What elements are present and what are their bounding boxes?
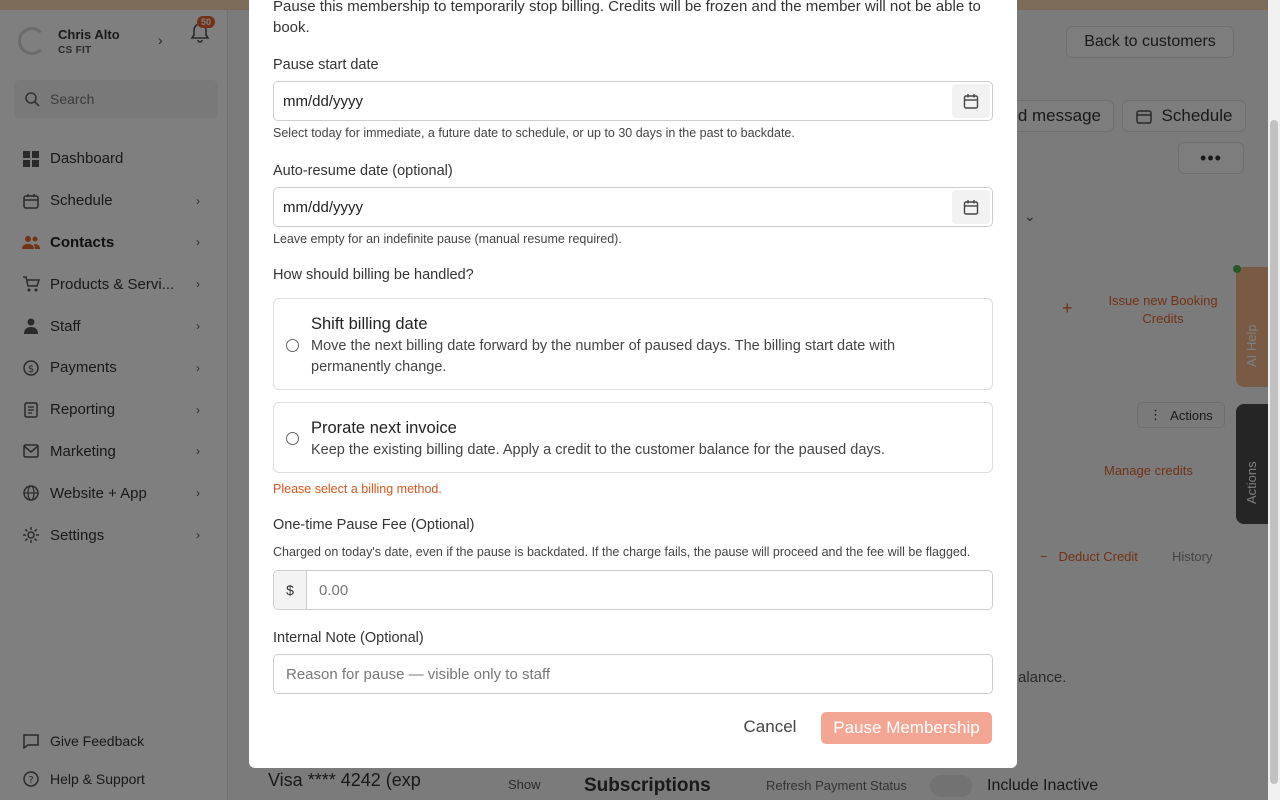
- shift-billing-description: Move the next billing date forward by the number of paused days. The billing start date with permanently change.: [311, 338, 896, 375]
- pause-start-date-input[interactable]: [273, 81, 993, 121]
- pause-fee-label: One-time Pause Fee (Optional): [273, 517, 475, 533]
- pause-start-label: Pause start date: [273, 57, 379, 73]
- pause-start-date-value: mm/dd/yyyy: [283, 92, 364, 110]
- pause-start-help: Select today for immediate, a future date to schedule, or up to 30 days in the past to backdate.: [273, 126, 795, 140]
- pause-fee-input[interactable]: 0.00: [319, 582, 349, 599]
- shift-billing-radio[interactable]: [286, 339, 299, 352]
- internal-note-input[interactable]: [273, 654, 993, 694]
- scrollbar-thumb[interactable]: [1270, 120, 1278, 784]
- calendar-picker-button[interactable]: [952, 190, 990, 224]
- shift-billing-option[interactable]: [273, 298, 993, 390]
- billing-error-message: Please select a billing method.: [273, 482, 442, 496]
- pause-membership-button[interactable]: Pause Membership: [821, 712, 992, 744]
- pause-fee-help: Charged on today's date, even if the pause is backdated. If the charge fails, the pause will proceed and the fee will be flagged.: [273, 545, 971, 559]
- calendar-icon: [963, 199, 979, 215]
- pause-membership-modal: [249, 0, 1017, 768]
- shift-billing-title: Shift billing date: [311, 315, 428, 333]
- prorate-invoice-description: Keep the existing billing date. Apply a credit to the customer balance for the paused days.: [311, 442, 885, 458]
- internal-note-label: Internal Note (Optional): [273, 630, 424, 646]
- prorate-invoice-option[interactable]: [273, 402, 993, 473]
- calendar-icon: [963, 93, 979, 109]
- internal-note-placeholder: Reason for pause — visible only to staff: [286, 665, 551, 683]
- billing-question: How should billing be handled?: [273, 267, 474, 283]
- cancel-button[interactable]: Cancel: [743, 717, 797, 736]
- currency-prefix: $: [274, 571, 307, 609]
- auto-resume-date-input[interactable]: [273, 187, 993, 227]
- auto-resume-date-value: mm/dd/yyyy: [283, 198, 364, 216]
- modal-intro-text: Pause this membership to temporarily stop billing. Credits will be frozen and the member will not be able to book.: [273, 0, 981, 36]
- calendar-picker-button[interactable]: [952, 84, 990, 118]
- prorate-invoice-title: Prorate next invoice: [311, 419, 457, 437]
- auto-resume-label: Auto-resume date (optional): [273, 163, 453, 179]
- pause-fee-field[interactable]: [273, 570, 993, 610]
- auto-resume-help: Leave empty for an indefinite pause (manual resume required).: [273, 232, 622, 246]
- prorate-invoice-radio[interactable]: [286, 432, 299, 445]
